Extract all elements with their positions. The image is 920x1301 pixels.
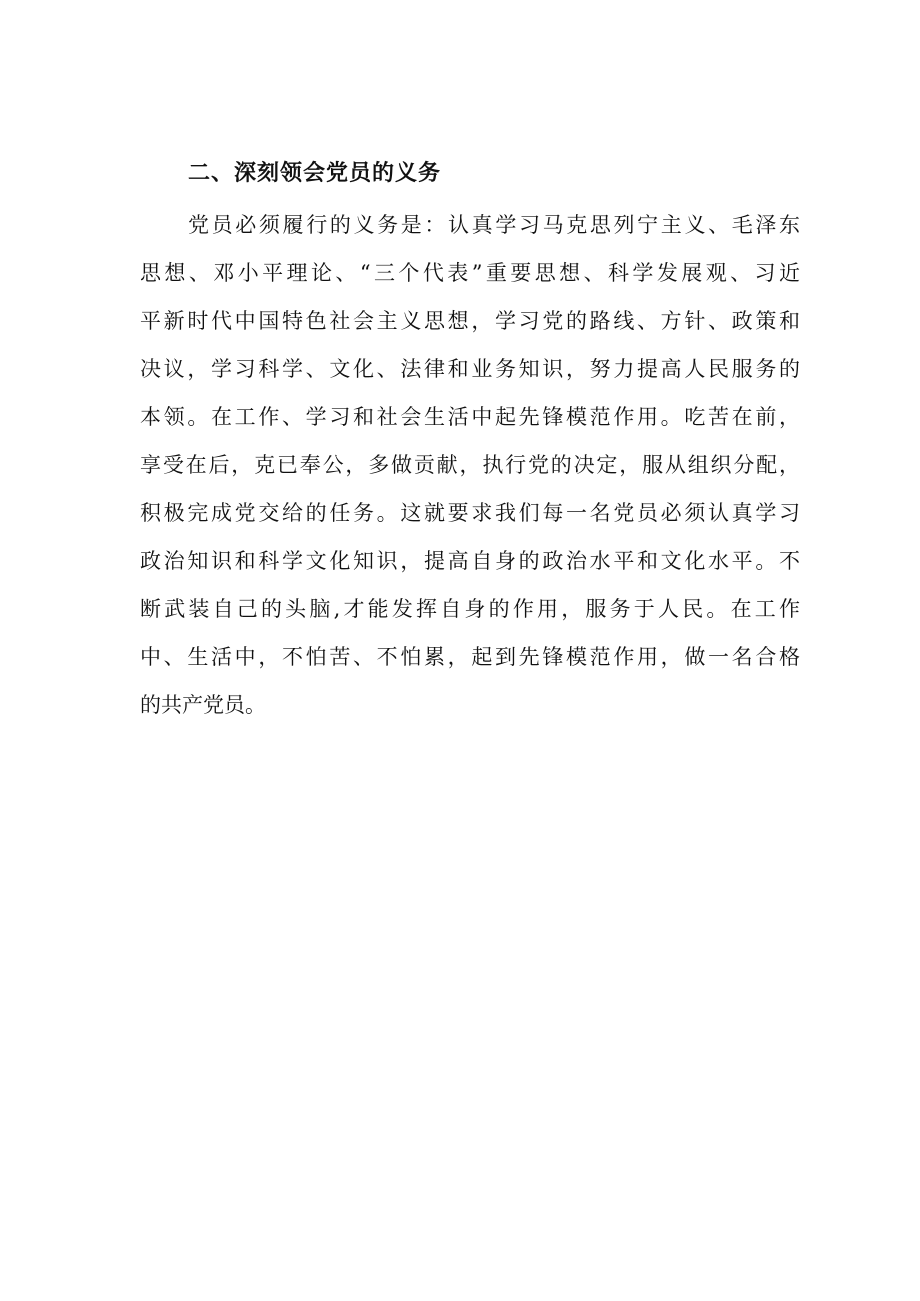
paragraph-line: 的共产党员。 — [140, 693, 266, 717]
paragraph-line: 决议，学习科学、文化、法律和业务知识，努力提高人民服务的 — [140, 357, 800, 381]
paragraph-line: 中、生活中，不怕苦、不怕累，起到先锋模范作用，做一名合格 — [140, 645, 800, 669]
section-heading: 二、深刻领会党员的义务 — [188, 161, 442, 186]
paragraph-line: 党员必须履行的义务是：认真学习马克思列宁主义、毛泽东 — [188, 213, 800, 237]
paragraph-line: 断武装自己的头脑,才能发挥自身的作用，服务于人民。在工作 — [140, 597, 800, 621]
paragraph-line: 积极完成党交给的任务。这就要求我们每一名党员必须认真学习 — [140, 501, 800, 525]
body-paragraph — [140, 201, 800, 729]
paragraph-line: 思想、邓小平理论、“三个代表”重要思想、科学发展观、习近 — [140, 261, 800, 285]
paragraph-line: 政治知识和科学文化知识，提高自身的政治水平和文化水平。不 — [140, 549, 800, 573]
paragraph-line: 享受在后，克已奉公，多做贡献，执行党的决定，服从组织分配， — [140, 453, 800, 477]
paragraph-line: 平新时代中国特色社会主义思想，学习党的路线、方针、政策和 — [140, 309, 800, 333]
paragraph-line: 本领。在工作、学习和社会生活中起先锋模范作用。吃苦在前， — [140, 405, 800, 429]
